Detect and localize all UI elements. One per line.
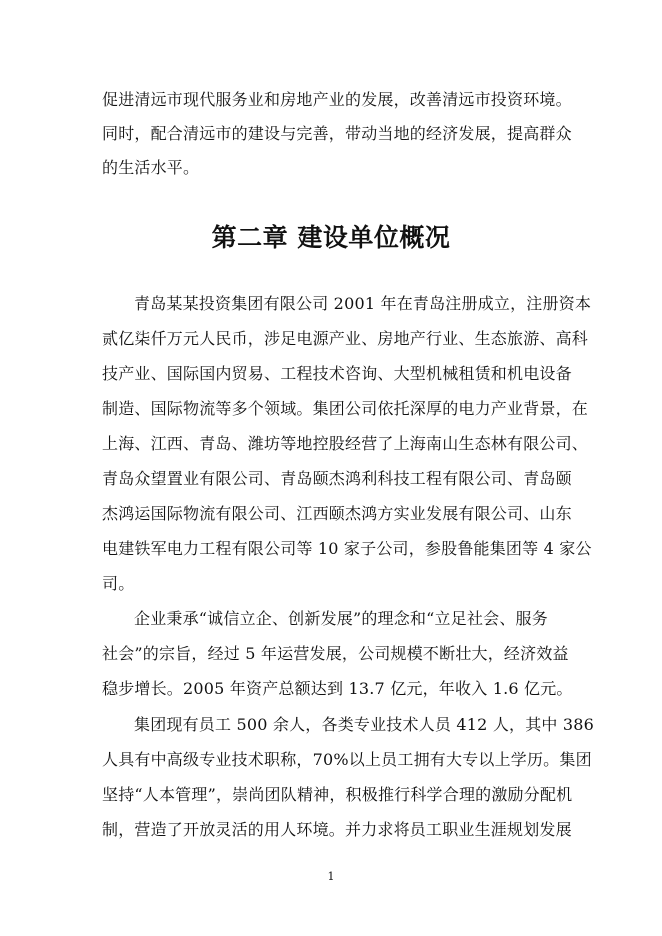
paragraph-line: 社会”的宗旨，经过 5 年运营发展，公司规模不断壮大，经济效益 [102, 644, 569, 663]
paragraph-line: 人具有中高级专业技术职称，70%以上员工拥有大专以上学历。集团 [102, 750, 592, 769]
intro-line: 促进清远市现代服务业和房地产业的发展，改善清远市投资环境。 [102, 90, 572, 109]
paragraph-line: 企业秉承“诚信立企、创新发展”的理念和“立足社会、服务 [134, 609, 548, 628]
paragraph-line: 集团现有员工 500 余人，各类专业技术人员 412 人，其中 386 [134, 715, 595, 734]
paragraph-line: 青岛众望置业有限公司、青岛颐杰鸿利科技工程有限公司、青岛颐 [102, 469, 572, 488]
paragraph-line: 司。 [102, 574, 135, 593]
paragraph-line: 青岛某某投资集团有限公司 2001 年在青岛注册成立，注册资本 [134, 294, 592, 313]
paragraph-line: 技产业、国际国内贸易、工程技术咨询、大型机械租赁和机电设备 [102, 364, 572, 383]
paragraph-line: 上海、江西、青岛、潍坊等地控股经营了上海南山生态林有限公司、 [102, 434, 589, 453]
paragraph-line: 制造、国际物流等多个领域。集团公司依托深厚的电力产业背景，在 [102, 399, 589, 418]
chapter-heading: 第二章 建设单位概况 [211, 223, 451, 252]
intro-line: 的生活水平。 [102, 158, 200, 177]
paragraph-line: 贰亿柒仟万元人民币，涉足电源产业、房地产行业、生态旅游、高科 [102, 329, 589, 348]
paragraph-line: 坚持“人本管理”，崇尚团队精神，积极推行科学合理的激励分配机 [102, 785, 573, 804]
intro-line: 同时，配合清远市的建设与完善，带动当地的经济发展，提高群众 [102, 124, 572, 143]
paragraph-line: 制，营造了开放灵活的用人环境。并力求将员工职业生涯规划发展 [102, 820, 572, 839]
paragraph-line: 杰鸿运国际物流有限公司、江西颐杰鸿方实业发展有限公司、山东 [102, 504, 572, 523]
page-number: 1 [327, 870, 335, 883]
paragraph-line: 稳步增长。2005 年资产总额达到 13.7 亿元，年收入 1.6 亿元。 [102, 679, 573, 698]
paragraph-line: 电建铁军电力工程有限公司等 10 家子公司，参股鲁能集团等 4 家公 [102, 539, 592, 558]
